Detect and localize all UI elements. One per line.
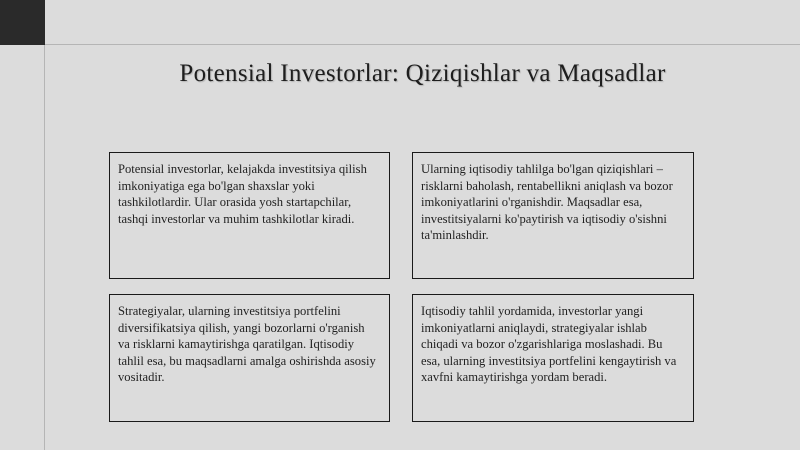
slide-title: Potensial Investorlar: Qiziqishlar va Maqsadlar bbox=[179, 60, 666, 87]
card-text: Strategiyalar, ularning investitsiya portfelini diversifikatsiya qilish, yangi bozorlarni o'rganish va risklarni kamaytirishga qaratilgan. Iqtisodiy tahlil esa, bu maqsadlarni amalga oshirishda asosiy vositadir. bbox=[118, 304, 376, 384]
text-card-economic-analysis bbox=[412, 294, 694, 422]
text-card-strategies bbox=[109, 294, 390, 422]
left-divider bbox=[44, 45, 45, 450]
text-card-interests-goals bbox=[412, 152, 694, 279]
card-text: Potensial investorlar, kelajakda investitsiya qilish imkoniyatiga ega bo'lgan shaxslar yoki tashkilotlardir. Ular orasida yosh startapchilar, tashqi investorlar va muhim tashkilotlar kiradi. bbox=[118, 162, 367, 226]
card-text: Ularning iqtisodiy tahlilga bo'lgan qiziqishlari – risklarni baholash, rentabellikni aniqlash va bozor imkoniyatlarini o'rganishdir. Maqsadlar esa, investitsiyalarni ko'paytirish va iqtisodiy o'sishni ta'minlashdir. bbox=[421, 162, 673, 242]
top-divider bbox=[45, 44, 800, 45]
card-text: Iqtisodiy tahlil yordamida, investorlar yangi imkoniyatlarni aniqlaydi, strategiyalar ishlab chiqadi va bozor o'zgarishlariga moslashadi. Bu esa, ularning investitsiya portfelini kengaytirish va xavfni kamaytirishga yordam beradi. bbox=[421, 304, 677, 384]
corner-accent-block bbox=[0, 0, 45, 45]
text-card-potential-investors bbox=[109, 152, 390, 279]
